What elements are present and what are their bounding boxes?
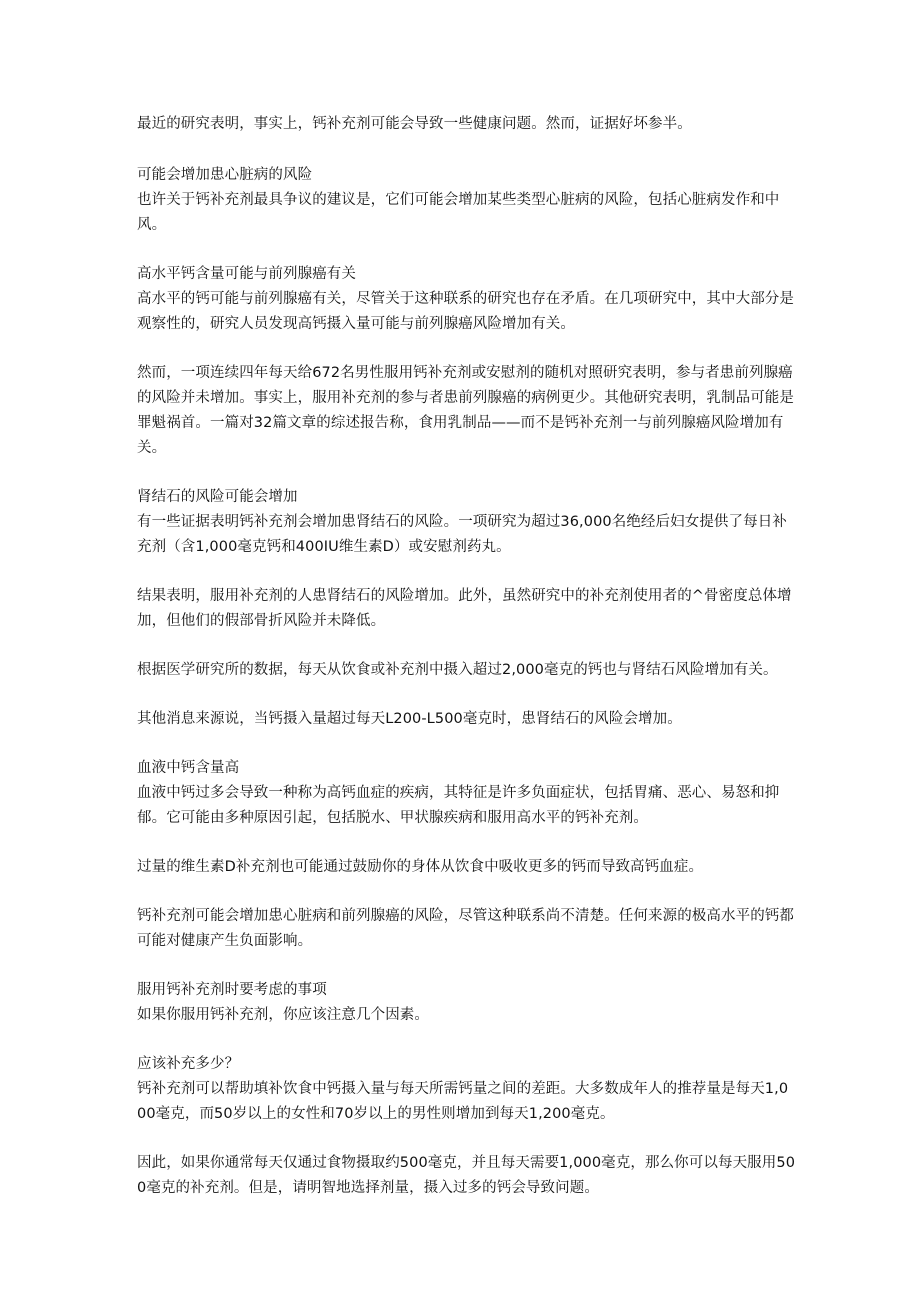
section-paragraph: 如果你服用钙补充剂，你应该注意几个因素。 — [137, 1007, 429, 1023]
paragraph-block — [137, 361, 797, 461]
intro-block — [137, 112, 797, 137]
paragraph-block — [137, 658, 797, 683]
section-paragraph: 根据医学研究所的数据，每天从饮食或补充剂中摄入超过2,000毫克的钙也与肾结石风险增加有关。 — [137, 662, 778, 678]
section-paragraph: 其他消息来源说，当钙摄入量超过每天L200-L500毫克时，患肾结石的风险会增加。 — [137, 711, 682, 727]
section-paragraph: 过量的维生素D补充剂也可能通过鼓励你的身体从饮食中吸收更多的钙而导致高钙血症。 — [137, 859, 704, 875]
section-heading: 可能会增加患心脏病的风险 — [137, 167, 313, 183]
paragraph-block — [137, 584, 797, 634]
section-heading: 应该补充多少？ — [137, 1056, 240, 1072]
paragraph-block — [137, 904, 797, 954]
section-dosage — [137, 1052, 797, 1127]
section-paragraph: 结果表明，服用补充剂的人患肾结石的风险增加。此外，虽然研究中的补充剂使用者的^骨密度总体增加，但他们的假部骨折风险并未降低。 — [137, 588, 792, 629]
document-page — [137, 112, 797, 1225]
section-paragraph: 有一些证据表明钙补充剂会增加患肾结石的风险。一项研究为超过36,000名绝经后妇女提供了每日补充剂（含1,000毫克钙和400IU维生素D）或安慰剂药丸。 — [137, 514, 787, 555]
paragraph-block — [137, 855, 797, 880]
paragraph-block — [137, 1151, 797, 1201]
section-prostate-cancer — [137, 262, 797, 337]
section-heading: 服用钙补充剂时要考虑的事项 — [137, 982, 327, 998]
section-considerations — [137, 978, 797, 1028]
section-paragraph: 血液中钙过多会导致一种称为高钙血症的疾病，其特征是许多负面症状，包括胃痛、恶心、易怒和抑郁。它可能由多种原因引起，包括脱水、甲状腺疾病和服用高水平的钙补充剂。 — [137, 785, 780, 826]
section-heading: 高水平钙含量可能与前列腺癌有关 — [137, 266, 356, 282]
intro-paragraph: 最近的研究表明，事实上，钙补充剂可能会导致一些健康问题。然而，证据好坏参半。 — [137, 116, 692, 132]
section-paragraph: 也许关于钙补充剂最具争议的建议是，它们可能会增加某些类型心脏病的风险，包括心脏病发作和中风。 — [137, 192, 780, 233]
section-paragraph: 因此，如果你通常每天仅通过食物摄取约500毫克，并且每天需要1,000毫克，那么你可以每天服用500毫克的补充剂。但是，请明智地选择剂量，摄入过多的钙会导致问题。 — [137, 1155, 796, 1196]
section-heading: 血液中钙含量高 — [137, 760, 240, 776]
section-paragraph: 高水平的钙可能与前列腺癌有关，尽管关于这种联系的研究也存在矛盾。在几项研究中，其中大部分是观察性的，研究人员发现高钙摄入量可能与前列腺癌风险增加有关。 — [137, 291, 794, 332]
section-heart-disease — [137, 163, 797, 238]
section-paragraph: 然而，一项连续四年每天给672名男性服用钙补充剂或安慰剂的随机对照研究表明，参与者患前列腺癌的风险并未增加。事实上，服用补充剂的参与者患前列腺癌的病例更少。其他研究表明，乳制品可能是罪魁祸首。一篇对32篇文章的综述报告称，食用乳制品——而不是钙补充剂一与前列腺癌风险增加有关。 — [137, 365, 794, 456]
section-heading: 肾结石的风险可能会增加 — [137, 489, 298, 505]
section-paragraph: 钙补充剂可能会增加患心脏病和前列腺癌的风险，尽管这种联系尚不清楚。任何来源的极高水平的钙都可能对健康产生负面影响。 — [137, 908, 794, 949]
section-paragraph: 钙补充剂可以帮助填补饮食中钙摄入量与每天所需钙量之间的差距。大多数成年人的推荐量是每天1,000毫克，而50岁以上的女性和70岁以上的男性则增加到每天1,200毫克。 — [137, 1081, 789, 1122]
paragraph-block — [137, 707, 797, 732]
section-hypercalcemia — [137, 756, 797, 831]
section-kidney-stones — [137, 485, 797, 560]
